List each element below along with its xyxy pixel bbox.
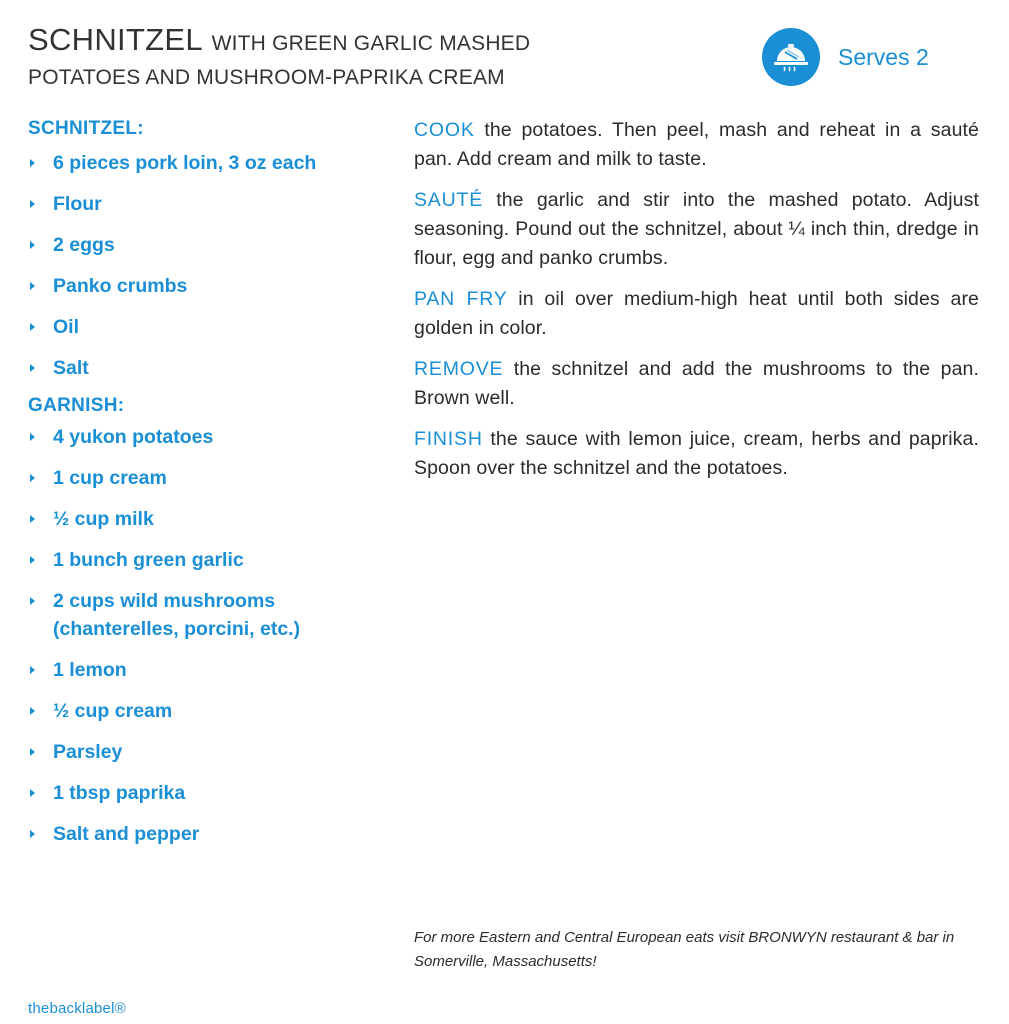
step-text: the sauce with lemon juice, cream, herbs and paprika. Spoon over the schnitzel and the potatoes. [414,428,979,479]
list-item: 2 eggs [28,231,388,259]
title-main: SCHNITZEL [28,22,203,57]
step-paragraph [414,355,979,413]
bullet-icon [30,707,35,715]
step-paragraph [414,285,979,343]
step-text: the garlic and stir into the mashed potato. Adjust seasoning. Pound out the schnitzel, about ¼ inch thin, dredge in flour, egg and panko crumbs. [414,189,979,269]
list-item: ½ cup milk [28,505,388,533]
list-item: 1 bunch green garlic [28,546,388,574]
bullet-icon [30,597,35,605]
list-item: 4 yukon potatoes [28,423,388,451]
list-item: Flour [28,190,388,218]
list-item: Oil [28,313,388,341]
serving-dish-icon [762,28,820,86]
step-verb: REMOVE [414,358,504,380]
bullet-icon [30,282,35,290]
step-paragraph [414,425,979,483]
ingredients-column [28,118,388,861]
bullet-icon [30,474,35,482]
brand-logo: thebacklabel® [28,1000,126,1017]
garnish-heading: GARNISH: [28,395,125,416]
title-subtitle-2: POTATOES AND MUSHROOM-PAPRIKA CREAM [28,66,505,89]
title-subtitle-1: WITH GREEN GARLIC MASHED [211,32,531,55]
list-item: 6 pieces pork loin, 3 oz each [28,149,388,177]
bullet-icon [30,556,35,564]
bullet-icon [30,515,35,523]
bullet-icon [30,789,35,797]
bullet-icon [30,323,35,331]
garnish-list [28,423,388,848]
step-text: the potatoes. Then peel, mash and reheat in a sauté pan. Add cream and milk to taste. [414,119,979,170]
bullet-icon [30,433,35,441]
footer-note: For more Eastern and Central European eats visit BRONWYN restaurant & bar in Somerville, Massachusetts! [414,929,955,970]
step-text: in oil over medium-high heat until both sides are golden in color. [414,288,979,339]
schnitzel-list [28,149,388,382]
list-item: ½ cup cream [28,697,388,725]
step-verb: COOK [414,119,475,141]
step-paragraph [414,116,979,174]
step-verb: SAUTÉ [414,189,484,211]
list-item: Panko crumbs [28,272,388,300]
recipe-title [28,22,728,94]
list-item: 1 cup cream [28,464,388,492]
bullet-icon [30,364,35,372]
list-item: Salt [28,354,388,382]
step-text: the schnitzel and add the mushrooms to the pan. Brown well. [414,358,979,409]
serves-label: Serves 2 [838,43,929,70]
step-verb: PAN FRY [414,288,508,310]
list-item: Parsley [28,738,388,766]
serves-info [762,28,929,86]
step-paragraph [414,186,979,273]
step-verb: FINISH [414,428,483,450]
list-item: 1 lemon [28,656,388,684]
list-item: 1 tbsp paprika [28,779,388,807]
list-item: 2 cups wild mushrooms (chanterelles, porcini, etc.) [28,587,388,643]
title-line-1 [28,22,728,62]
list-item: Salt and pepper [28,820,388,848]
bullet-icon [30,666,35,674]
bullet-icon [30,241,35,249]
schnitzel-heading: SCHNITZEL: [28,118,144,139]
bullet-icon [30,830,35,838]
bullet-icon [30,748,35,756]
bullet-icon [30,200,35,208]
directions-column [414,116,979,495]
bullet-icon [30,159,35,167]
